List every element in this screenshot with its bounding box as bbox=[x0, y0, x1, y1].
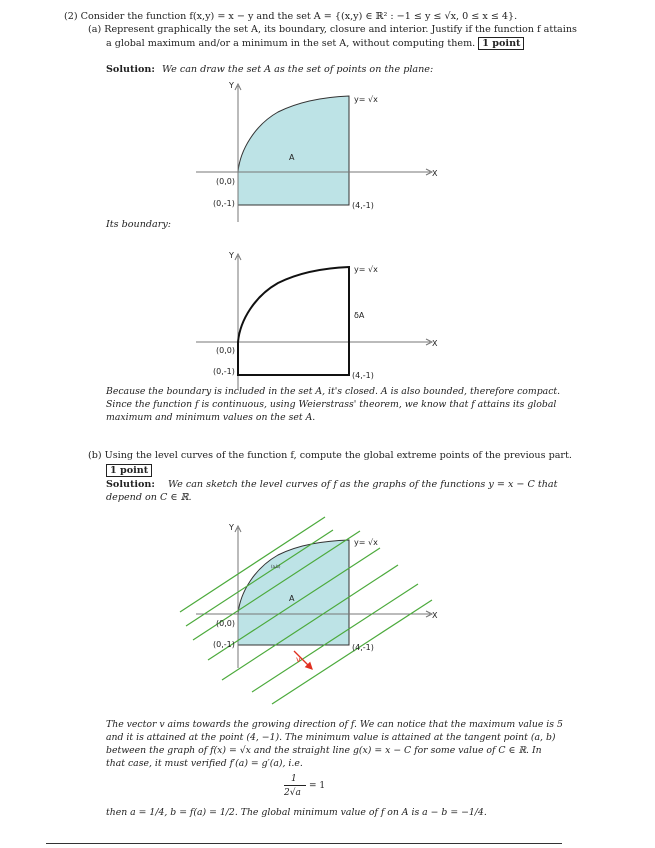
level-set-name: A bbox=[289, 594, 295, 603]
boundary-curve-label: y= √x bbox=[354, 265, 378, 274]
solution-a-text: We can draw the set A as the set of points on the plane: bbox=[162, 64, 434, 75]
tangent-point-label: (a,b) bbox=[271, 564, 281, 569]
level-curve-label: y= √x bbox=[354, 538, 378, 547]
problem-header: (2) Consider the function f(x,y) = x − y and the set A = {(x,y) ∈ ℝ² : −1 ≤ y ≤ √x, 0 ≤ x ≤ 4}. bbox=[64, 11, 518, 22]
solution-b-label: Solution: bbox=[106, 479, 155, 490]
final-result: then a = 1/4, b = f(a) = 1/2. The global minimum value of f on A is a − b = −1/4. bbox=[106, 807, 487, 818]
figure-level-curves bbox=[180, 517, 438, 704]
boundary-curve bbox=[238, 267, 349, 375]
level-point-right: (4,-1) bbox=[352, 643, 374, 652]
level-point-left: (0,-1) bbox=[213, 640, 235, 649]
final-line-1: The vector v aims towards the growing direction of f. We can notice that the maximum value is 5 bbox=[106, 719, 563, 730]
set-a-point-right: (4,-1) bbox=[352, 201, 374, 210]
solution-a-label: Solution: bbox=[106, 64, 155, 75]
part-b-line1: (b) Using the level curves of the function f, compute the global extreme points of the previous part. bbox=[88, 450, 572, 461]
set-a-point-left: (0,-1) bbox=[213, 199, 235, 208]
boundary-name: δA bbox=[354, 311, 365, 320]
conclusion-line-3: maximum and minimum values on the set A. bbox=[106, 412, 316, 423]
set-a-curve-label: y= √x bbox=[354, 95, 378, 104]
solution-b-text-2: depend on C ∈ ℝ. bbox=[106, 492, 192, 503]
equation-numerator: 1 bbox=[291, 774, 297, 784]
final-line-3: between the graph of f(x) = √x and the straight line g(x) = x − C for some value of C ∈ ℝ. In bbox=[106, 745, 542, 756]
set-a-x-label: X bbox=[432, 169, 438, 178]
solution-b-text-1: We can sketch the level curves of f as the graphs of the functions y = x − C that bbox=[168, 479, 558, 490]
conclusion-line-1: Because the boundary is included in the set A, it's closed. A is also bounded, therefore compact. bbox=[106, 386, 561, 397]
set-a-name: A bbox=[289, 153, 295, 162]
boundary-y-label: Y bbox=[229, 251, 234, 260]
set-a-origin: (0,0) bbox=[216, 177, 235, 186]
level-x-label: X bbox=[432, 611, 438, 620]
set-a-y-label: Y bbox=[229, 81, 234, 90]
equation-rhs: = 1 bbox=[309, 781, 326, 791]
conclusion-line-2: Since the function f is continuous, using Weierstrass' theorem, we know that f attains its global bbox=[106, 399, 557, 410]
level-y-label: Y bbox=[229, 523, 234, 532]
vector-label: v bbox=[296, 655, 301, 664]
part-b-points-badge: 1 point bbox=[106, 464, 152, 477]
part-a-line1: (a) Represent graphically the set A, its boundary, closure and interior. Justify if the function f attains bbox=[88, 24, 577, 35]
boundary-point-right: (4,-1) bbox=[352, 371, 374, 380]
boundary-caption: Its boundary: bbox=[106, 219, 171, 230]
level-origin: (0,0) bbox=[216, 619, 235, 628]
figure-boundary bbox=[196, 251, 438, 390]
set-a-region bbox=[238, 96, 349, 205]
figure-set-a bbox=[196, 81, 438, 222]
boundary-point-left: (0,-1) bbox=[213, 367, 235, 376]
boundary-origin: (0,0) bbox=[216, 346, 235, 355]
equation-denominator: 2√a bbox=[284, 788, 301, 798]
final-line-4: that case, it must verified f′(a) = g′(a), i.e. bbox=[106, 758, 303, 769]
part-a-points-badge: 1 point bbox=[478, 37, 524, 50]
part-a-line2-text: a global maximum and/or a minimum in the set A, without computing them. bbox=[106, 38, 476, 49]
boundary-x-label: X bbox=[432, 339, 438, 348]
final-line-2: and it is attained at the point (4, −1). The minimum value is attained at the tangent point (a, b) bbox=[106, 732, 556, 743]
